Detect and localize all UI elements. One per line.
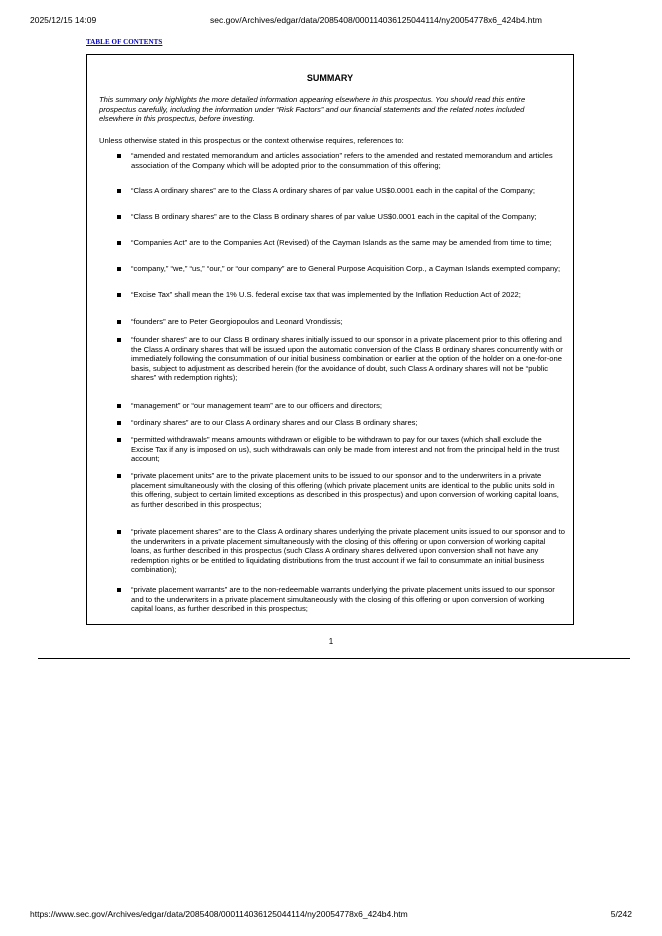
bullet-marker [117, 320, 121, 324]
print-page-counter: 5/242 [610, 909, 632, 919]
print-datetime: 2025/12/15 14:09 [30, 15, 97, 25]
bullet-marker [117, 215, 121, 219]
list-item: “ordinary shares” are to our Class A ordinary shares and our Class B ordinary shares; [131, 418, 418, 427]
summary-box [86, 54, 574, 625]
bullet-marker [117, 474, 121, 478]
list-item: “Excise Tax” shall mean the 1% U.S. federal excise tax that was implemented by the Inflation Reduction Act of 2022; [131, 290, 521, 299]
bullet-marker [117, 421, 121, 425]
list-item: “private placement shares” are to the Class A ordinary shares underlying the private placement units issued to our sponsor and to the underwriters in a private placement simultaneously with the closing of this offering or upon conversion of working capital loans, as further described in this prospectus (such Class A ordinary shares delivered upon conversion shall not have any redemption rights or be entitled to liquidating distributions from the trust account if we fail to consummate an initial business combination); [131, 527, 565, 575]
list-item: “founders” are to Peter Georgiopoulos and Leonard Vrondissis; [131, 317, 343, 326]
list-item: “permitted withdrawals” means amounts withdrawn or eligible to be withdrawn to pay for our taxes (which shall exclude the Excise Tax if any is imposed on us), such withdrawals can only be made from interest and not from the principal held in the trust account; [131, 435, 560, 464]
references-intro: Unless otherwise stated in this prospectus or the context otherwise requires, references to: [99, 136, 404, 145]
list-item: “Companies Act” are to the Companies Act (Revised) of the Cayman Islands as the same may be amended from time to time; [131, 238, 552, 247]
bullet-marker [117, 189, 121, 193]
bullet-marker [117, 267, 121, 271]
list-item: “private placement warrants” are to the non-redeemable warrants underlying the private placement units issued to our sponsor and to the underwriters in a private placement simultaneously with the closing of this offering or upon conversion of working capital loans, as further described in this prospectus; [131, 585, 555, 614]
print-page-title: sec.gov/Archives/edgar/data/2085408/000114036125044114/ny20054778x6_424b4.htm [210, 15, 542, 25]
list-item: “company,” “we,” “us,” “our,” or “our company” are to General Purpose Acquisition Corp., a Cayman Islands exempted company; [131, 264, 561, 273]
list-item: “Class B ordinary shares” are to the Class B ordinary shares of par value US$0.0001 each in the capital of the Company; [131, 212, 537, 221]
bullet-marker [117, 293, 121, 297]
list-item: “amended and restated memorandum and articles association” refers to the amended and restated memorandum and articles association of the Company which will be adopted prior to the consummation of this offering; [131, 151, 553, 170]
bullet-marker [117, 588, 121, 592]
summary-title: SUMMARY [306, 73, 354, 83]
page-number: 1 [328, 637, 334, 646]
summary-intro: This summary only highlights the more detailed information appearing elsewhere in this prospectus. You should read this entire prospectus carefully, including the information under “Risk Factors” and our financial statements and the related notes included elsewhere in this prospectus, before investing. [99, 95, 526, 124]
list-item: “management” or “our management team” are to our officers and directors; [131, 401, 382, 410]
bullet-marker [117, 404, 121, 408]
print-footer-url: https://www.sec.gov/Archives/edgar/data/2085408/000114036125044114/ny20054778x6_424b4.htm [30, 909, 408, 919]
bullet-marker [117, 438, 121, 442]
list-item: “Class A ordinary shares” are to the Class A ordinary shares of par value US$0.0001 each in the capital of the Company; [131, 186, 535, 195]
list-item: “private placement units” are to the private placement units to be issued to our sponsor and to the underwriters in a private placement simultaneously with the closing of this offering (which private placement units are identical to the public units sold in this offering, subject to certain limited exceptions as described in this prospectus) and upon conversion of working capital loans, as further described in this prospectus; [131, 471, 559, 509]
definitions-list [87, 55, 573, 624]
page-divider [38, 658, 630, 659]
bullet-marker [117, 154, 121, 158]
bullet-marker [117, 241, 121, 245]
list-item: “founder shares” are to our Class B ordinary shares initially issued to our sponsor in a private placement prior to this offering and the Class A ordinary shares that will be issued upon the automatic conversion of the Class B ordinary shares concurrently with or immediately following the consummation of our initial business combination or earlier at the option of the holder on a one-for-one basis, subject to adjustment as described herein (for the avoidance of doubt, such Class A ordinary shares will not be “public shares” with redemption rights); [131, 335, 563, 383]
bullet-marker [117, 338, 121, 342]
table-of-contents-link[interactable]: TABLE OF CONTENTS [86, 38, 163, 46]
bullet-marker [117, 530, 121, 534]
